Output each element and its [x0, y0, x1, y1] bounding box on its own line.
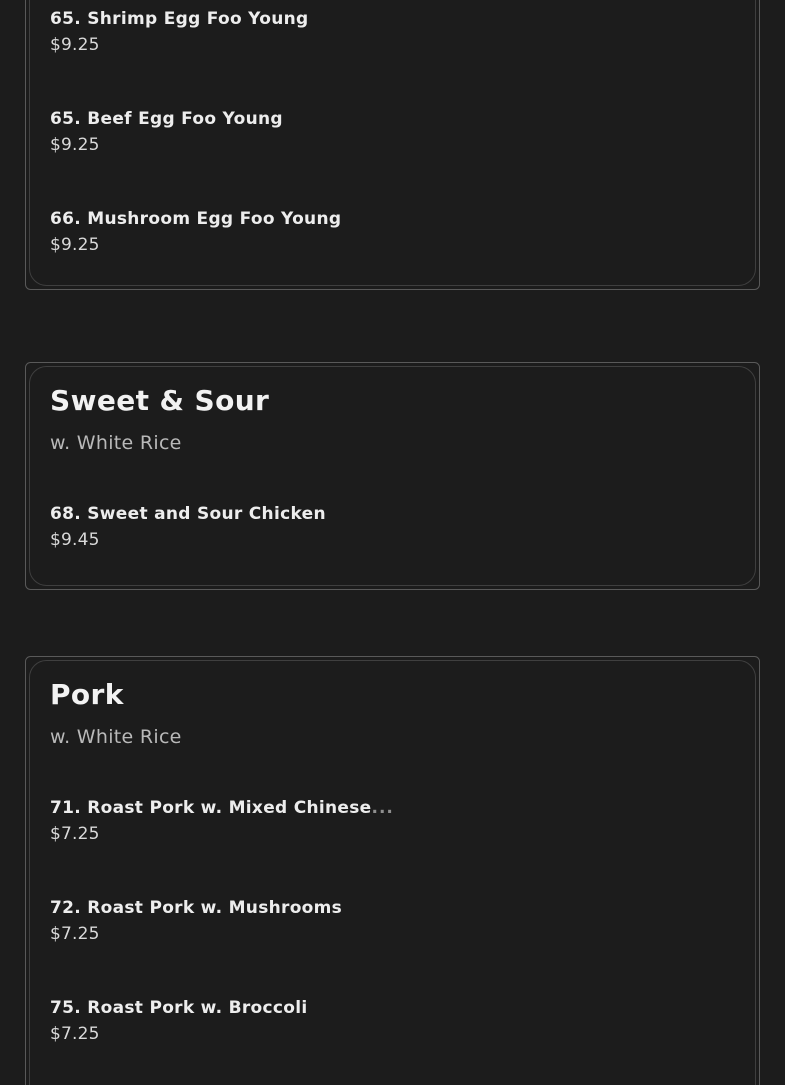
item-price: $7.25	[50, 824, 100, 844]
menu-item[interactable]	[50, 795, 735, 847]
section-subtitle: w. White Rice	[50, 432, 182, 454]
menu-item[interactable]	[50, 206, 735, 258]
item-name: 68. Sweet and Sour Chicken	[50, 504, 326, 524]
menu-section-sweet-and-sour	[25, 362, 760, 590]
section-title: Sweet & Sour	[50, 384, 270, 417]
menu-section-pork	[25, 656, 760, 1085]
menu-item[interactable]	[50, 501, 735, 553]
item-price: $9.25	[50, 135, 100, 155]
menu-item-list	[50, 6, 735, 258]
item-name: 65. Shrimp Egg Foo Young	[50, 9, 309, 29]
item-name: 75. Roast Pork w. Broccoli	[50, 998, 308, 1018]
truncation-ellipsis: ...	[371, 798, 394, 818]
item-price: $9.25	[50, 235, 100, 255]
menu-item[interactable]	[50, 106, 735, 158]
menu-item[interactable]	[50, 6, 735, 58]
item-name: 72. Roast Pork w. Mushrooms	[50, 898, 343, 918]
menu-item-list	[50, 501, 735, 553]
menu-item[interactable]	[50, 995, 735, 1047]
item-price: $9.45	[50, 530, 100, 550]
item-price: $9.25	[50, 35, 100, 55]
item-name: 66. Mushroom Egg Foo Young	[50, 209, 342, 229]
item-name: 65. Beef Egg Foo Young	[50, 109, 283, 129]
section-title: Pork	[50, 678, 124, 711]
item-name: 71. Roast Pork w. Mixed Chinese...	[50, 798, 394, 818]
menu-item[interactable]	[50, 895, 735, 947]
menu-section-egg-foo-young	[25, 0, 760, 290]
section-subtitle: w. White Rice	[50, 726, 182, 748]
menu-item-list	[50, 795, 735, 1047]
item-price: $7.25	[50, 924, 100, 944]
item-price: $7.25	[50, 1024, 100, 1044]
